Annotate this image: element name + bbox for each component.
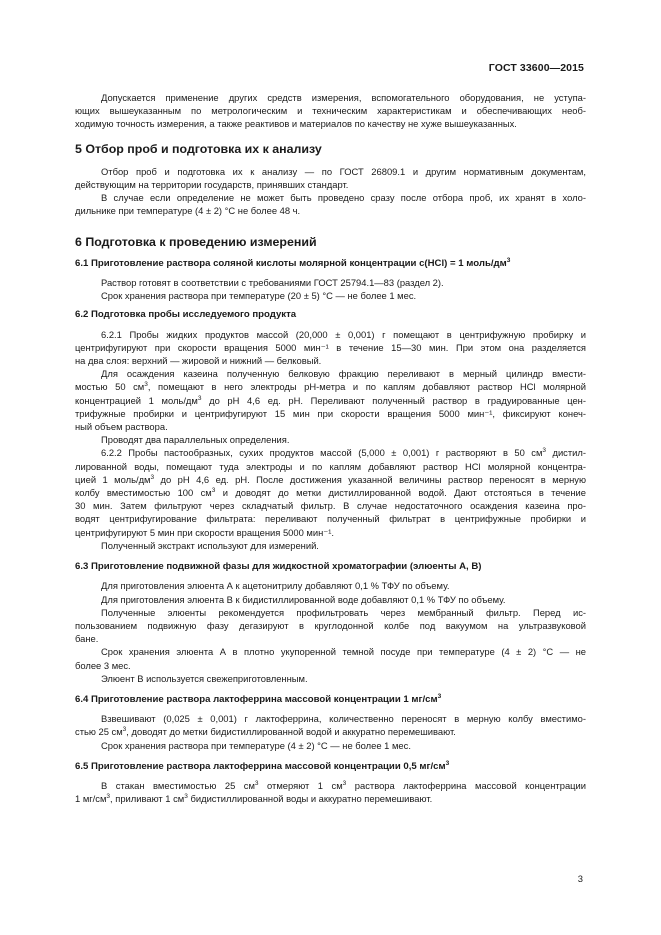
s63-paragraph-3 [75, 606, 586, 646]
text-line: Для осаждения казеина полученную белковую фракцию переливают в мерный цилиндр вмести- [101, 368, 586, 380]
superscript: 3 [542, 447, 547, 455]
superscript: 3 [437, 692, 442, 700]
s5-paragraph-2 [75, 191, 586, 217]
text-line: Полученный экстракт используют для измерений. [101, 539, 319, 551]
text-line: Срок хранения элюента А в плотно укупоренной темной посуде при температуре (4 ± 2) °C — не [101, 646, 586, 658]
superscript: 3 [106, 793, 111, 801]
text-line: действующим на территории государств, принявших стандарт. [75, 179, 349, 191]
s5-paragraph-1 [75, 165, 586, 191]
text-fragment: мостью 50 см [75, 381, 145, 393]
text-line [75, 486, 586, 499]
s61-paragraph-1 [75, 276, 586, 289]
text-line: водят центрифугирование фильтрата: переливают полученный фильтрат в центрифужные пробирки и [75, 513, 586, 525]
page-number: 3 [577, 873, 583, 884]
text-line: более 3 мес. [75, 659, 131, 671]
text-line: Раствор готовят в соответствии с требованиями ГОСТ 25794.1—83 (раздел 2). [101, 277, 444, 289]
text-line: Полученные элюенты рекомендуется профильтровать через мембранный фильтр. Перед ис- [101, 606, 586, 618]
superscript: 3 [150, 473, 155, 481]
text-line: ющих вышеуказанным по метрологическим и техническим характеристикам и обеспечивающих необ- [75, 105, 586, 117]
text-line: на два слоя: верхний — жировой и нижний — белковый. [75, 355, 322, 367]
section-6-title: 6 Подготовка к проведению измерений [75, 234, 317, 249]
text-line: ходимую точность измерения, а также реактивов и материалов по качеству не хуже вышеуказанных. [75, 118, 517, 130]
text-fragment: бидистиллированной воды и аккуратно перемешивают. [187, 793, 433, 805]
superscript: 3 [445, 759, 450, 767]
text-line [101, 779, 586, 792]
s64-paragraph-1 [75, 712, 586, 738]
text-fragment: дистил- [546, 447, 586, 459]
s62-paragraph-3 [75, 433, 586, 446]
superscript: 3 [144, 381, 148, 389]
text-fragment: и доводят до метки дистиллированной водой. Дают отстояться в течение [215, 487, 586, 499]
text-fragment: раствора лактоферрина массовой концентрации [346, 779, 586, 791]
section-5-title: 5 Отбор проб и подготовка их к анализу [75, 141, 322, 156]
text-line: трифужные пробирки и центрифугируют 15 мин при скорости вращения 5000 мин⁻¹, фиксируют конеч- [75, 407, 586, 419]
subsection-6-1-title [75, 257, 586, 270]
text-line: Взвешивают (0,025 ± 0,001) г лактоферрина, количественно переносят в мерную колбу вместимо- [101, 713, 586, 725]
text-line [75, 792, 586, 805]
text-fragment: 1 мг/см [75, 793, 107, 805]
subsection-6-4-title [75, 693, 586, 706]
s62-paragraph-4 [75, 446, 586, 538]
text-line: Проводят два параллельных определения. [101, 434, 290, 446]
text-fragment: цией 1 моль/дм [75, 473, 151, 485]
subsection-6-3-title: 6.3 Приготовление подвижной фазы для жидкостной хроматографии (элюенты А, В) [75, 561, 482, 573]
text-fragment: концентрацией 1 моль/дм [75, 394, 198, 406]
text-fragment: до pH 4,6 ед. pH. После достижения указанной величины раствор переносят в мерную [154, 473, 586, 485]
text-line [75, 473, 586, 486]
s62-paragraph-2 [75, 367, 586, 433]
s63-paragraph-1 [75, 579, 586, 592]
s63-paragraph-2 [75, 593, 586, 606]
text-line: Для приготовления элюента А к ацетонитрилу добавляют 0,1 % ТФУ по объему. [101, 580, 450, 592]
text-line: Допускается применение других средств измерения, вспомогательного оборудования, не уступа- [101, 92, 586, 103]
text-line: Элюент В используется свежеприготовленным. [101, 672, 308, 684]
s63-paragraph-5 [75, 672, 586, 685]
superscript: 3 [197, 394, 202, 402]
superscript: 3 [254, 779, 259, 787]
text-fragment: до pH 4,6 ед. pH. Переливают полученный раствор в градуированные цен- [201, 394, 586, 406]
text-fragment: 6.2.2 Пробы пастообразных, сухих продуктов массой (5,000 ± 0,001) г растворяют в 50 см [101, 447, 543, 459]
superscript: 3 [184, 793, 188, 801]
superscript: 3 [506, 256, 511, 264]
page-content [75, 91, 586, 805]
intro-paragraph [75, 91, 586, 131]
text-line: центрифугируют 5 мин при скорости вращения 5000 мин⁻¹. [75, 526, 334, 538]
text-line: 6.2.1 Пробы жидких продуктов массой (20,000 ± 0,001) г помещают в центрифужную пробирку и [101, 328, 586, 340]
text-line [75, 380, 586, 393]
superscript: 3 [342, 779, 347, 787]
text-fragment: , помещают в него электроды pH-метра и по каплям добавляют раствор HCl молярной [147, 381, 586, 393]
superscript: 3 [122, 726, 127, 734]
text-fragment: колбу вместимостью 100 см [75, 487, 212, 499]
s63-paragraph-4 [75, 645, 586, 671]
subsection-title-text: 6.4 Приготовление раствора лактоферрина массовой концентрации 1 мг/см [75, 693, 438, 705]
s62-paragraph-5 [75, 539, 586, 552]
s61-paragraph-2 [75, 289, 586, 302]
s64-paragraph-2 [75, 739, 586, 752]
text-line [75, 394, 586, 407]
s65-paragraph-1 [75, 779, 586, 805]
superscript: 3 [211, 487, 216, 495]
text-fragment: В стакан вместимостью 25 см [101, 779, 255, 791]
text-fragment: отмеряют 1 см [258, 779, 343, 791]
text-line: 30 мин. Затем фильтруют через складчатый фильтр. В случае недостаточного осаждения казеина про- [75, 500, 586, 512]
subsection-6-2-title: 6.2 Подготовка пробы исследуемого продукта [75, 309, 297, 321]
text-line: Срок хранения раствора при температуре (4 ± 2) °C — не более 1 мес. [101, 739, 411, 751]
text-line: дильнике при температуре (4 ± 2) °C не более 48 ч. [75, 205, 301, 217]
text-fragment: стью 25 см [75, 726, 123, 738]
text-line: Отбор проб и подготовка их к анализу — по ГОСТ 26809.1 и другим нормативным документам, [101, 165, 586, 177]
text-line: Срок хранения раствора при температуре (20 ± 5) °C — не более 1 мес. [101, 290, 417, 302]
subsection-6-5-title [75, 760, 586, 773]
text-line: лированной воды, помещают туда электроды и по каплям добавляют раствор HCl молярной концентра- [75, 460, 586, 472]
subsection-title-text: 6.1 Приготовление раствора соляной кислоты молярной концентрации c(HCl) = 1 моль/дм [75, 257, 507, 269]
standard-code-header: ГОСТ 33600—2015 [488, 62, 584, 74]
text-line: пользованием подвижную фазу дегазируют в круглодонной колбе под вакуумом на ультразвуковой [75, 619, 586, 631]
s62-paragraph-1 [75, 328, 586, 368]
text-line: В случае если определение не может быть проведено сразу после отбора проб, их хранят в холо- [101, 192, 586, 204]
text-line [75, 725, 586, 738]
text-line: центрифугируют при скорости вращения 5000 мин⁻¹ в течение 15—30 мин. При этом она разделяется [75, 341, 586, 353]
text-fragment: , приливают 1 см [110, 793, 185, 805]
text-line [101, 446, 586, 459]
text-fragment: , доводят до метки бидистиллированной водой и аккуратно перемешивают. [126, 726, 456, 738]
subsection-title-text: 6.5 Приготовление раствора лактоферрина массовой концентрации 0,5 мг/см [75, 760, 446, 772]
text-line: Для приготовления элюента В к бидистиллированной воде добавляют 0,1 % ТФУ по объему. [101, 593, 506, 605]
text-line: ный объем раствора. [75, 421, 168, 433]
text-line: бане. [75, 633, 99, 645]
